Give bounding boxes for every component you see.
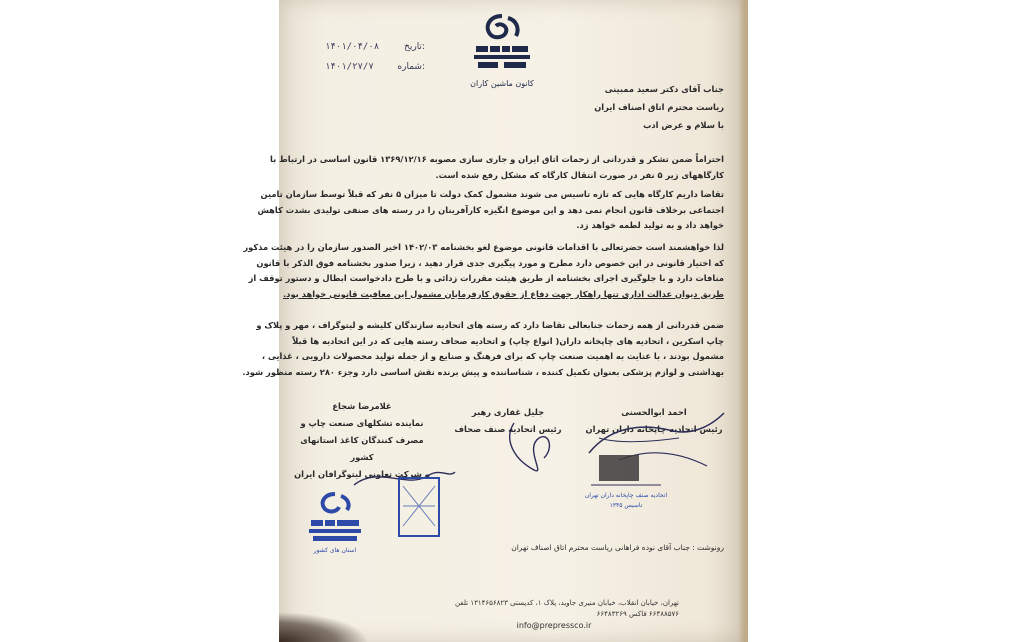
salutation-block bbox=[294, 80, 724, 134]
letter-footer bbox=[429, 598, 679, 631]
printing-logo-icon bbox=[470, 12, 534, 78]
signatory-3-title-1: نماینده تشکلهای صنعت چاپ و bbox=[300, 418, 424, 428]
date-label: تاریخ: bbox=[404, 42, 425, 52]
paragraph-line: مشمول بودند ، با عنایت به اهمیت صنعت چاپ که برای فرهنگ و صنایع و از جمله تولید محصولات دارویی ، غذایی ، bbox=[261, 351, 724, 361]
cc-line: رونوشت : جناب آقای نوده فراهانی ریاست محترم اتاق اصناف تهران bbox=[511, 543, 724, 552]
svg-text:اتحادیه صنف چاپخانه داران تهرا: اتحادیه صنف چاپخانه داران تهران bbox=[584, 492, 668, 499]
paragraph-line: کارگاههای زیر ۵ نفر در صورت انتقال کارگاه که مشکل رفع شده است. bbox=[435, 169, 724, 180]
paragraph-line: تقاضا داریم کارگاه هایی که تازه تاسیس می شوند مشمول کمک دولت تا میزان ۵ نفر که قبلاً توسط سازمان تامین bbox=[260, 189, 724, 199]
square-stamp-icon bbox=[397, 476, 441, 538]
signatory-3-title-2: مصرف کنندگان کاغذ استانهای کشور bbox=[300, 435, 424, 462]
paragraph-line-underlined: طریق دیوان عدالت اداری تنها راهکار جهت دفاع از حقوق کارفرمایان مشمول این معافیت قانونی خواهد بود. bbox=[283, 288, 724, 299]
recipient-title: ریاست محترم اتاق اصناف ایران bbox=[594, 102, 724, 112]
paragraph-line: ضمن قدردانی از همه زحمات جنابعالی تقاضا دارد که رسته های اتحادیه سازندگان کلیشه و لیتوگراف ، مهر و پلاک و bbox=[256, 320, 724, 330]
letter-content bbox=[242, 0, 746, 642]
date-row bbox=[325, 42, 425, 52]
paragraph-4 bbox=[242, 318, 724, 380]
union-stamp-icon bbox=[581, 445, 671, 515]
signatory-1-title: رئیس اتحادیه چاپخانه داران تهران bbox=[585, 424, 723, 434]
recipient-name: جناب آقای دکتر سعید ممبینی bbox=[604, 84, 724, 94]
signatory-3-title-3: و شرکت تعاونی لیتوگرافان ایران bbox=[294, 469, 430, 479]
paragraph-line: اجتماعی برخلاف قانون انجام نمی دهد و این موضوع انگیزه کارآفرینان را در رسته های صنفی تولیدی بشدت کاهش bbox=[257, 204, 724, 215]
signatory-1-name: احمد ابوالحسنی bbox=[621, 407, 687, 417]
paragraph-line: لذا خواهشمند است حضرتعالی با اقدامات قانونی موضوع لغو بخشنامه ۱۴۰۲/۰۳ اخیر الصدور سازمان را در هیئت مذکور bbox=[243, 242, 724, 252]
paragraph-line: منافات دارد و با جلوگیری اجرای بخشنامه از طریق هیئت مقررات زدائی و با طرح دادخواست ابطال و دستور توقف از bbox=[248, 273, 724, 283]
paragraph-2 bbox=[257, 187, 724, 234]
paragraph-line: بهداشتی و لوازم پزشکی بعنوان تکمیل کننده ، شناساننده و پیش برنده نقش اساسی دارد وجزء ۲۸۰ رسته منظور شود. bbox=[242, 366, 724, 377]
signature-2-icon bbox=[484, 418, 574, 478]
letterhead-org-subtitle: کانون ماشین کاران bbox=[470, 79, 534, 88]
paragraph-line: که اختیار قانونی در این خصوص دارد مطرح و مورد پیگیری جدی قرار دهید ، زیرا صدور بخشنامه فوق الذکر با قانون bbox=[256, 257, 724, 268]
letter-page bbox=[242, 0, 746, 642]
paragraph-line: چاپ اسکرین ، اتحادیه های چاپخانه داران( انواع چاپ) و اتحادیه صحاف رسته هایی که در این اتحادیه ها قبلاً bbox=[292, 335, 724, 346]
footer-address: تهران، خیابان انقلاب، خیابان منیری جاوید، پلاک ۱، کدپستی ۱۳۱۴۶۵۶۸۲۳ تلفن ۶۶۴۸۸۵۷۶ فاکس ۶۶۴۸۳۲۶۹ bbox=[454, 599, 679, 618]
number-value: ۱۴۰۱/۲۷/۷ bbox=[325, 62, 374, 72]
greeting: با سلام و عرض ادب bbox=[643, 120, 724, 130]
svg-text:استان های کشور: استان های کشور bbox=[313, 547, 357, 554]
paragraph-3 bbox=[243, 240, 724, 302]
date-value: ۱۴۰۱/۰۴/۰۸ bbox=[325, 42, 380, 52]
signatory-2-name: جلیل غفاری رهبر bbox=[471, 407, 545, 417]
paragraph-1 bbox=[269, 152, 724, 183]
svg-text:تاسیس ۱۳۴۵: تاسیس ۱۳۴۵ bbox=[609, 502, 643, 509]
signatory-2-title: رئیس اتحادیه صنف صحاف bbox=[454, 424, 562, 434]
number-label: شماره: bbox=[397, 62, 425, 72]
letter-meta bbox=[325, 42, 425, 82]
footer-email: info@prepressco.ir bbox=[516, 621, 592, 630]
paragraph-line: خواهد داد و به تولید لطمه خواهد زد. bbox=[576, 220, 724, 230]
number-row bbox=[325, 62, 425, 72]
signatory-3-name: غلامرضا شجاع bbox=[332, 401, 392, 411]
paragraph-line: احتراماً ضمن تشکر و قدردانی از زحمات اتاق ایران و جاری سازی مصوبه ۱۳۶۹/۱۲/۱۶ قانون اساسی در ارتباط با bbox=[269, 154, 724, 164]
